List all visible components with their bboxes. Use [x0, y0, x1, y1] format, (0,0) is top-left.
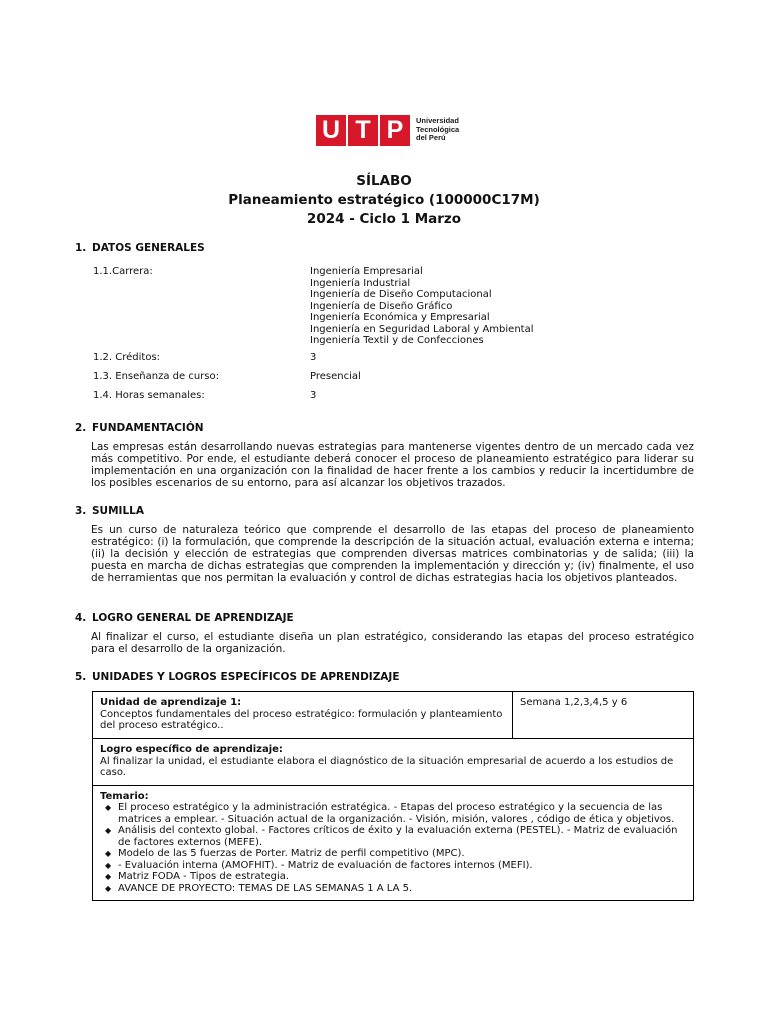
title-course: Planeamiento estratégico (100000C17M)	[228, 192, 540, 208]
section-title: FUNDAMENTACIÓN	[92, 422, 204, 434]
diamond-bullet-icon: ◆	[105, 849, 112, 858]
section-heading-logro-general	[75, 612, 294, 625]
diamond-bullet-icon: ◆	[105, 872, 112, 881]
logo-letter-u: U	[316, 115, 346, 146]
carrera-item: Ingeniería de Diseño Gráfico	[310, 300, 453, 312]
logo-university-name	[416, 117, 459, 143]
temario-item-text: Análisis del contexto global. - Factores críticos de éxito y la evaluación externa (PESTEL). - Matriz de evaluación de factores externos (MEFE).	[118, 825, 678, 848]
unit-weeks: Semana 1,2,3,4,5 y 6	[520, 697, 628, 708]
unit-title: Unidad de aprendizaje 1:	[100, 697, 242, 708]
section-number: 1.	[75, 242, 87, 254]
section-heading-sumilla	[75, 505, 144, 518]
section-number: 3.	[75, 505, 87, 517]
unit-temario-row	[93, 785, 694, 901]
logo-letters	[316, 115, 412, 146]
unit-header-row	[93, 692, 694, 739]
section-number: 4.	[75, 612, 87, 624]
carrera-item: Ingeniería Empresarial	[310, 266, 423, 277]
section-title: DATOS GENERALES	[92, 242, 205, 254]
temario-list	[100, 802, 686, 894]
title-silabo: SÍLABO	[356, 173, 412, 189]
utp-logo	[316, 114, 459, 146]
section-heading-unidades	[75, 671, 400, 684]
ensenanza-label: 1.3. Enseñanza de curso:	[93, 371, 219, 382]
fundamentacion-text: Las empresas están desarrollando nuevas estrategias para mantenerse vigentes dentro de un mercado cada vez más competitivo. Por ende, el estudiante deberá conocer el proceso de planeamiento estratégico para liderar su implementación en una organización con la finalidad de hacer frente a los cambios y reducir la incertidumbre de los posibles escenarios de su entorno, para así alcanzar los objetivos trazados.	[91, 441, 694, 489]
list-item	[100, 860, 686, 872]
diamond-bullet-icon: ◆	[105, 883, 112, 893]
creditos-value: 3	[310, 352, 317, 363]
logo-text-line-1: Universidad	[416, 116, 459, 126]
unit-weeks-cell	[513, 692, 694, 739]
unit-temario-cell	[93, 785, 694, 901]
list-item	[100, 883, 686, 895]
section-number: 2.	[75, 422, 87, 434]
list-item	[100, 825, 686, 848]
carrera-item: Ingeniería de Diseño Computacional	[310, 289, 492, 300]
diamond-bullet-icon: ◆	[105, 860, 112, 870]
logro-general-text: Al finalizar el curso, el estudiante diseña un plan estratégico, considerando las etapas del proceso estratégico para el desarrollo de la organización.	[91, 631, 694, 655]
unit-title-cell	[93, 692, 513, 739]
horas-label: 1.4. Horas semanales:	[93, 390, 205, 401]
unit-logro-title: Logro específico de aprendizaje:	[100, 744, 283, 755]
carrera-label: 1.1.Carrera:	[93, 266, 153, 277]
section-heading-datos-generales	[75, 242, 205, 255]
temario-item-text: El proceso estratégico y la administración estratégica. - Etapas del proceso estratégico y la secuencia de las matrices a emplear. - Situación actual de la organización. - Visión, misión, valores , código de ética y objetivos.	[118, 802, 675, 825]
diamond-bullet-icon: ◆	[105, 826, 112, 835]
document-title	[0, 172, 768, 229]
list-item	[100, 848, 686, 860]
section-title: LOGRO GENERAL DE APRENDIZAJE	[92, 612, 294, 624]
section-title: UNIDADES Y LOGROS ESPECÍFICOS DE APRENDIZAJE	[92, 671, 400, 683]
list-item	[100, 802, 686, 825]
section-title: SUMILLA	[92, 505, 144, 517]
title-cycle: 2024 - Ciclo 1 Marzo	[306, 211, 462, 227]
unit-logro-cell	[93, 739, 694, 786]
carrera-list	[310, 266, 533, 347]
horas-value: 3	[310, 390, 317, 401]
carrera-item: Ingeniería Económica y Empresarial	[310, 312, 490, 323]
section-number: 5.	[75, 671, 87, 683]
fundamentacion-paragraph	[91, 441, 694, 489]
unit-temario-title: Temario:	[100, 790, 149, 802]
unit-logro-text: Al finalizar la unidad, el estudiante elabora el diagnóstico de la situación empresarial de acuerdo a los estudios de caso.	[100, 755, 674, 778]
diamond-bullet-icon: ◆	[105, 803, 112, 812]
list-item	[100, 871, 686, 883]
unit-table	[92, 691, 694, 901]
logo-text-line-3: del Perú	[416, 133, 446, 143]
logo-letter-t: T	[348, 115, 378, 146]
temario-item-text: Matriz FODA - Tipos de estrategia.	[118, 871, 290, 882]
temario-item-text: Modelo de las 5 fuerzas de Porter. Matriz de perfil competitivo (MPC).	[118, 848, 465, 859]
ensenanza-value: Presencial	[310, 371, 361, 382]
sumilla-paragraph	[91, 524, 694, 584]
temario-item-text: - Evaluación interna (AMOFHIT). - Matriz de evaluación de factores internos (MEFI).	[118, 859, 533, 871]
carrera-item: Ingeniería Industrial	[310, 277, 411, 289]
logo-text-line-2: Tecnológica	[416, 124, 460, 134]
unit-logro-row	[93, 739, 694, 786]
logo-letter-p: P	[380, 115, 410, 146]
section-heading-fundamentacion	[75, 422, 204, 435]
temario-item-text: AVANCE DE PROYECTO: TEMAS DE LAS SEMANAS 1 A LA 5.	[118, 882, 413, 894]
unit-description: Conceptos fundamentales del proceso estratégico: formulación y planteamiento del proceso estratégico..	[100, 708, 503, 731]
carrera-item: Ingeniería Textil y de Confecciones	[310, 335, 484, 346]
carrera-item: Ingeniería en Seguridad Laboral y Ambiental	[310, 323, 534, 335]
creditos-label: 1.2. Créditos:	[93, 352, 161, 363]
logro-general-paragraph	[91, 631, 694, 655]
sumilla-text: Es un curso de naturaleza teórico que comprende el desarrollo de las etapas del proceso de planeamiento estratégico: (i) la formulación, que comprende la descripción de la situación actual, evaluación externa e interna; (ii) la decisión y elección de estrategias que comprenden diversas matrices combinatorias y de salida; (iii) la puesta en marcha de dichas estrategias que comprenden la implementación y dirección y; (iv) finalmente, el uso de herramientas que nos permitan la evaluación y control de dichas estrategias hacia los objetivos planteados.	[91, 524, 694, 584]
